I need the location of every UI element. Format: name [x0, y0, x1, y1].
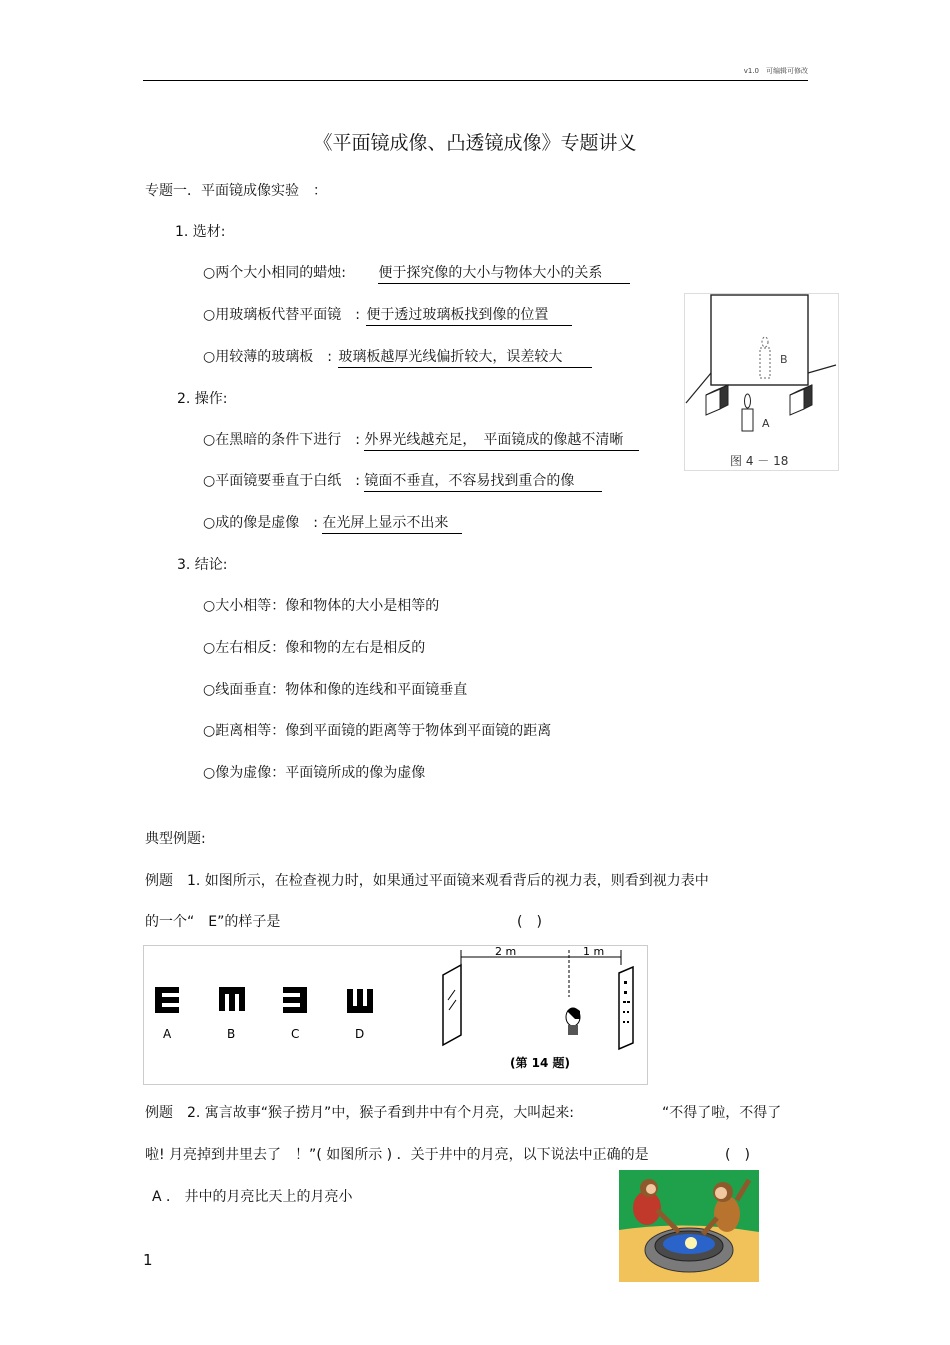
example2-line2: 啦! 月亮掉到井里去了 ！”( 如图所示 ) ．关于井中的月亮，以下说法中正确的是 — [145, 1147, 649, 1163]
examples-heading: 典型例题: — [145, 831, 206, 847]
selection-item-2 — [203, 304, 572, 326]
header-note: v1.0 可编辑可修改 — [743, 67, 808, 75]
figure-caption: (第 14 题) — [510, 1056, 571, 1070]
topic1-heading: 专题一．平面镜成像实验 ： — [145, 183, 327, 199]
moon-reflection — [685, 1237, 697, 1249]
mirror-experiment-figure — [684, 293, 839, 471]
operation-item-2-lead: ○平面镜要垂直于白纸 : — [203, 473, 360, 489]
operation-label: 2. 操作: — [177, 391, 228, 407]
example2-line1-quote: “不得了啦，不得了 — [662, 1105, 782, 1121]
example2-line1: 例题 2. 寓言故事“猴子捞月”中，猴子看到井中有个月亮，大叫起来: — [145, 1105, 575, 1121]
option-c-e-left — [283, 987, 307, 1013]
person-icon — [566, 1008, 580, 1035]
selection-label: 1. 选材: — [175, 224, 226, 240]
operation-item-3-lead: ○成的像是虚像 : — [203, 515, 318, 531]
selection-item-3 — [203, 346, 592, 368]
option-label: A — [163, 1027, 172, 1041]
example1-line1: 例题 1. 如图所示，在检查视力时，如果通过平面镜来观看背后的视力表，则看到视力表中 — [145, 873, 709, 889]
conclusion-label: 3. 结论: — [177, 557, 228, 573]
page-title: 《平面镜成像、凸透镜成像》专题讲义 — [313, 132, 637, 154]
option-a-e-right — [155, 987, 179, 1013]
monkeys-well-illustration — [619, 1170, 759, 1282]
conclusion-item: ○距离相等：像到平面镜的距离等于物体到平面镜的距离 — [203, 723, 552, 739]
operation-item-2-reason: 镜面不垂直，不容易找到重合的像 — [364, 470, 602, 492]
label-a: A — [762, 417, 770, 430]
operation-item-3-reason: 在光屏上显示不出来 — [322, 512, 462, 534]
conclusion-item: ○像为虚像：平面镜所成的像为虚像 — [203, 765, 426, 781]
header-rule — [143, 80, 808, 81]
conclusion-item: ○大小相等：像和物体的大小是相等的 — [203, 598, 440, 614]
operation-item-1-reason: 外界光线越充足， 平面镜成的像越不清晰 — [364, 429, 639, 451]
option-d-e-up — [347, 989, 373, 1013]
page-number: 1 — [143, 1251, 153, 1269]
figure-caption: 图 4 － 18 — [730, 454, 789, 468]
selection-item-2-lead: ○用玻璃板代替平面镜 : — [203, 307, 360, 323]
selection-item-3-reason: 玻璃板越厚光线偏折较大，误差较大 — [338, 346, 592, 368]
distance-2m: 2 m — [495, 945, 517, 958]
eye-chart-figure — [143, 945, 648, 1085]
selection-item-1-lead: ○两个大小相同的蜡烛: — [203, 265, 346, 281]
eye-chart — [619, 967, 633, 1049]
selection-item-2-reason: 便于透过玻璃板找到像的位置 — [366, 304, 572, 326]
example2-option-a: A ． 井中的月亮比天上的月亮小 — [152, 1189, 353, 1205]
option-label: D — [355, 1027, 365, 1041]
option-label: C — [291, 1027, 300, 1041]
example1-line2: 的一个“ E”的样子是 — [145, 914, 281, 930]
option-label: B — [227, 1027, 236, 1041]
operation-item-1-lead: ○在黑暗的条件下进行 : — [203, 432, 360, 448]
selection-item-3-lead: ○用较薄的玻璃板 : — [203, 349, 332, 365]
operation-item-1 — [203, 429, 639, 451]
selection-item-1-reason: 便于探究像的大小与物体大小的关系 — [378, 262, 630, 284]
operation-item-2 — [203, 470, 602, 492]
candle-a — [742, 409, 753, 431]
selection-item-1 — [203, 262, 630, 284]
label-b: B — [780, 353, 788, 366]
option-b-e-down — [219, 987, 245, 1011]
example2-answer-bracket: ( ) — [725, 1147, 750, 1163]
conclusion-item: ○线面垂直：物体和像的连线和平面镜垂直 — [203, 682, 468, 698]
operation-item-3 — [203, 512, 462, 534]
example1-answer-bracket: ( ) — [517, 914, 542, 930]
distance-1m: 1 m — [583, 945, 605, 958]
conclusion-item: ○左右相反：像和物的左右是相反的 — [203, 640, 426, 656]
